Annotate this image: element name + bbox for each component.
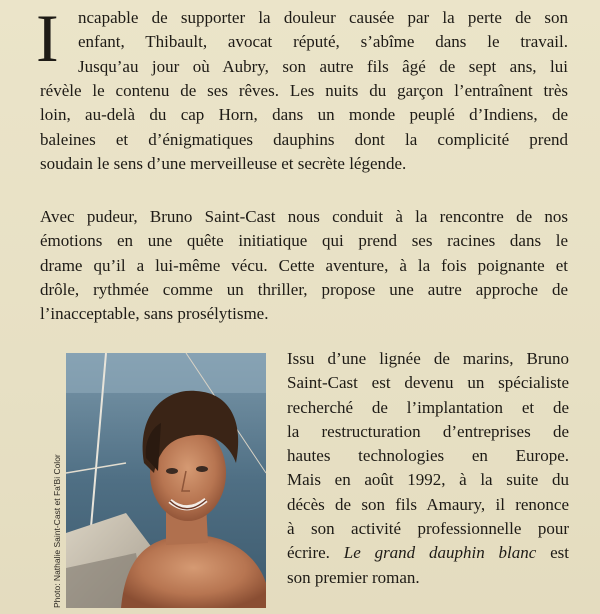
- text-line: décès de son fils Amaury, il renonce: [287, 494, 569, 514]
- text-line: Avec pudeur, Bruno Saint-Cast nous conduit à la rencontre de nos: [40, 207, 568, 226]
- text-line: l’inacceptable, sans prosélytisme.: [40, 304, 269, 324]
- text-line: recherché de l’implantation et de: [287, 397, 569, 417]
- text-line: Jusqu’au jour où Aubry, son autre fils âgé de sept ans, lui: [78, 56, 568, 76]
- text-line: son premier roman.: [287, 567, 420, 587]
- book-title: Le grand dauphin blanc: [343, 543, 537, 563]
- text-line: enfant, Thibault, avocat réputé, s’abîme dans le travail.: [78, 32, 568, 52]
- text-line: hautes technologies en Europe.: [287, 446, 569, 466]
- synopsis-paragraph-continued: [40, 79, 568, 176]
- text-line-with-title: [287, 541, 569, 565]
- text-line: drame qu’il a lui-même vécu. Cette aventure, à la fois poignante et: [40, 255, 568, 275]
- review-paragraph: [40, 205, 568, 326]
- text-fragment: écrire.: [287, 543, 330, 563]
- text-line: drôle, rythmée comme un thriller, propose une autre approche de: [40, 279, 568, 299]
- text-line: révèle le contenu de ses rêves. Les nuits du garçon l’entraînent très: [40, 81, 568, 100]
- text-line: soudain le sens d’une merveilleuse et secrète légende.: [40, 153, 407, 173]
- synopsis-paragraph: [78, 6, 568, 79]
- text-line: baleines et d’énigmatiques dauphins dont la complicité prend: [40, 129, 568, 149]
- text-line: Issu d’une lignée de marins, Bruno: [287, 349, 569, 368]
- text-line: à son activité professionnelle pour: [287, 519, 569, 539]
- text-line: loin, au-delà du cap Horn, dans un monde peuplé d’Indiens, de: [40, 105, 568, 125]
- text-line: émotions en une quête initiatique qui prend ses racines dans le: [40, 231, 568, 251]
- author-photo: [66, 353, 266, 608]
- text-line: Saint-Cast est devenu un spécialiste: [287, 373, 569, 393]
- author-bio-paragraph: [287, 347, 569, 590]
- text-line: la restructuration d’entreprises de: [287, 421, 569, 441]
- text-fragment: est: [550, 543, 569, 563]
- photo-credit: Photo: Nathalie Saint-Cast et Fa'Bi Color: [52, 454, 62, 608]
- drop-cap: I: [36, 0, 59, 76]
- text-line: Mais en août 1992, à la suite du: [287, 470, 569, 490]
- text-line: ncapable de supporter la douleur causée par la perte de son: [78, 8, 568, 27]
